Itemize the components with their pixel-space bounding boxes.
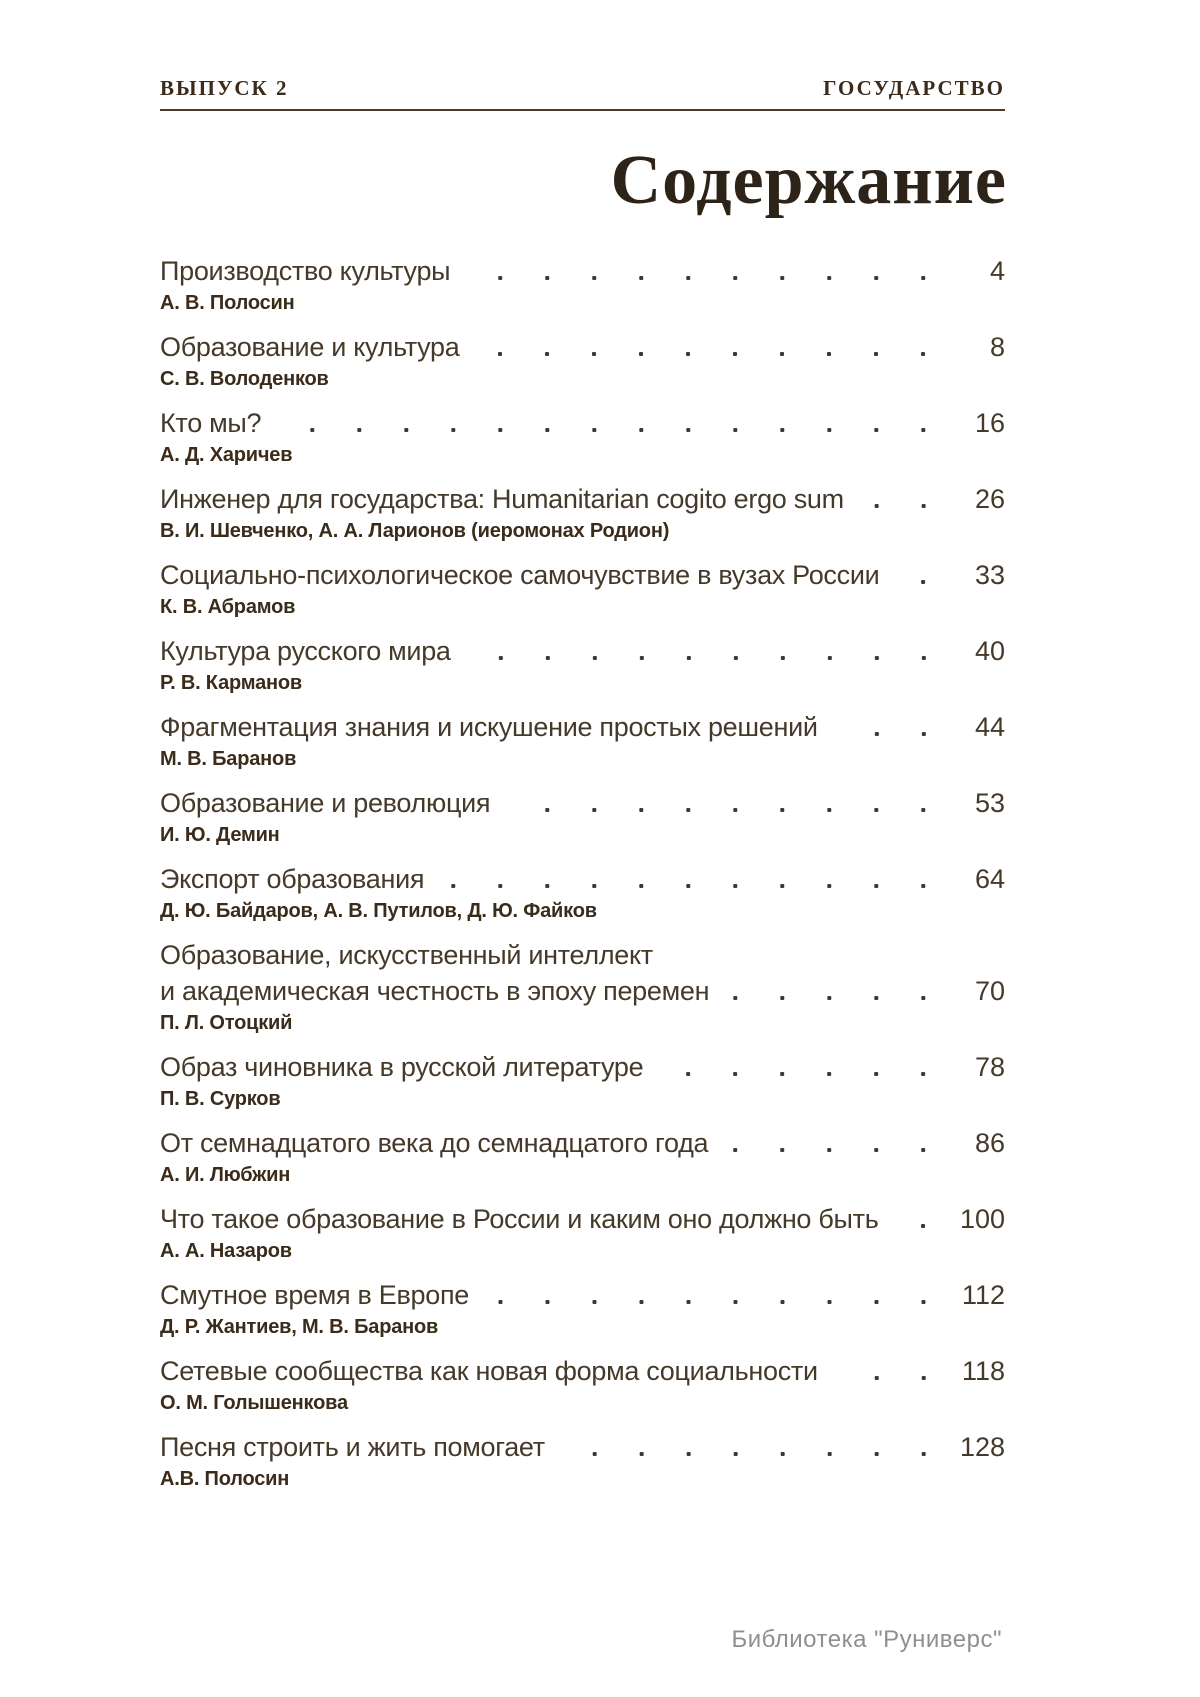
- dot-leader: [277, 427, 947, 433]
- library-watermark: Библиотека "Руниверс": [731, 1626, 1002, 1653]
- toc-entry: [160, 1430, 1005, 1491]
- entry-page: 26: [974, 484, 1005, 514]
- dot-leader: [895, 579, 947, 585]
- entry-page: 8: [989, 332, 1005, 362]
- toc-entry: [160, 1126, 1005, 1187]
- dot-leader: [440, 883, 947, 889]
- dot-leader: [834, 1375, 947, 1381]
- issue-label: ВЫПУСК 2: [160, 76, 289, 100]
- section-label: ГОСУДАРСТВО: [823, 76, 1005, 100]
- entry-authors: И. Ю. Демин: [160, 824, 280, 846]
- toc-entry: [160, 786, 1005, 847]
- entry-page: 112: [961, 1280, 1005, 1310]
- entry-page: 44: [974, 712, 1005, 742]
- page-header: [160, 76, 1005, 101]
- entry-title-line2: и академическая честность в эпоху перемен: [160, 976, 710, 1006]
- toc-entry: [160, 634, 1005, 695]
- dot-leader: [561, 1451, 947, 1457]
- toc-entry: [160, 1050, 1005, 1111]
- entry-title: Образование и культура: [160, 332, 460, 362]
- entry-page: 78: [974, 1052, 1005, 1082]
- dot-leader: [466, 275, 947, 281]
- header-rule: [160, 109, 1005, 111]
- entry-page: 128: [959, 1432, 1005, 1462]
- entry-page: 40: [974, 636, 1005, 666]
- toc-entry: [160, 1202, 1005, 1263]
- toc-entry: [160, 1278, 1005, 1339]
- dot-leader: [475, 351, 947, 357]
- dot-leader: [725, 995, 947, 1001]
- entry-title: Социально-психологическое самочувствие в вузах России: [160, 560, 880, 590]
- entry-page: 4: [989, 256, 1005, 286]
- entry-title: Что такое образование в России и каким оно должно быть: [160, 1204, 879, 1234]
- entry-authors: П. В. Сурков: [160, 1088, 281, 1110]
- entry-title: Смутное время в Европе: [160, 1280, 470, 1310]
- entry-title: Фрагментация знания и искушение простых решений: [160, 712, 818, 742]
- entry-page: 86: [974, 1128, 1005, 1158]
- entry-authors: А. В. Полосин: [160, 292, 295, 314]
- dot-leader: [860, 503, 947, 509]
- entry-title-line1: Образование, искусственный интеллект: [160, 940, 653, 970]
- entry-authors: Р. В. Карманов: [160, 672, 302, 694]
- entry-page: 64: [974, 864, 1005, 894]
- entry-page: 16: [974, 408, 1005, 438]
- entry-title: Культура русского мира: [160, 636, 451, 666]
- entry-title: Инженер для государства: Humanitarian cogito ergo sum: [160, 484, 844, 514]
- entry-authors: П. Л. Отоцкий: [160, 1012, 293, 1034]
- entry-authors: К. В. Абрамов: [160, 596, 296, 618]
- entry-title: Песня строить и жить помогает: [160, 1432, 545, 1462]
- entry-title: Кто мы?: [160, 408, 262, 438]
- entry-title: От семнадцатого века до семнадцатого года: [160, 1128, 709, 1158]
- toc-entry: [160, 558, 1005, 619]
- entry-page: 53: [974, 788, 1005, 818]
- page-title: Содержание: [610, 142, 1007, 219]
- dot-leader: [467, 655, 947, 661]
- entry-authors: А. А. Назаров: [160, 1240, 292, 1262]
- entry-authors: А. Д. Харичев: [160, 444, 293, 466]
- entry-title: Образ чиновника в русской литературе: [160, 1052, 644, 1082]
- entry-authors: О. М. Голышенкова: [160, 1392, 348, 1414]
- toc-entry: [160, 254, 1005, 315]
- toc-entry: [160, 1354, 1005, 1415]
- entry-authors: А. И. Любжин: [160, 1164, 291, 1186]
- toc-entry: [160, 330, 1005, 391]
- dot-leader: [724, 1147, 947, 1153]
- entry-authors: М. В. Баранов: [160, 748, 297, 770]
- entry-title: Производство культуры: [160, 256, 451, 286]
- toc-entry: [160, 710, 1005, 771]
- entry-authors: Д. Р. Жантиев, М. В. Баранов: [160, 1316, 439, 1338]
- table-of-contents: [160, 254, 1005, 1506]
- dot-leader: [506, 807, 947, 813]
- entry-title: Сетевые сообщества как новая форма социальности: [160, 1356, 818, 1386]
- entry-page: 100: [959, 1204, 1005, 1234]
- entry-title: Экспорт образования: [160, 864, 425, 894]
- entry-page: 118: [961, 1356, 1005, 1386]
- dot-leader: [834, 731, 947, 737]
- entry-authors: В. И. Шевченко, А. А. Ларионов (иеромонах Родион): [160, 520, 670, 542]
- dot-leader: [485, 1299, 947, 1305]
- entry-page: 70: [974, 976, 1005, 1006]
- entry-authors: С. В. Володенков: [160, 368, 329, 390]
- dot-leader: [659, 1071, 947, 1077]
- toc-entry: [160, 862, 1005, 923]
- entry-authors: А.В. Полосин: [160, 1468, 290, 1490]
- toc-entry: [160, 482, 1005, 543]
- toc-entry: [160, 406, 1005, 467]
- entry-authors: Д. Ю. Байдаров, А. В. Путилов, Д. Ю. Файков: [160, 900, 597, 922]
- dot-leader: [894, 1223, 947, 1229]
- entry-page: 33: [974, 560, 1005, 590]
- toc-entry: [160, 938, 1005, 1035]
- entry-title: Образование и революция: [160, 788, 491, 818]
